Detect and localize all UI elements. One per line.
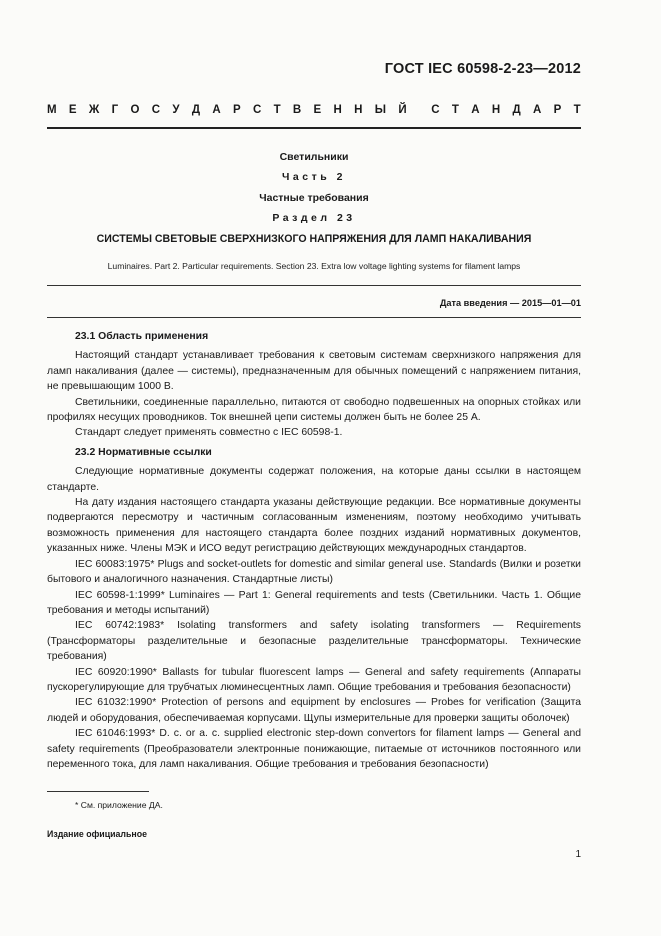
- paragraph: На дату издания настоящего стандарта указаны действующие редакции. Все нормативные документы подвергаются пересмотру и частичным согласованным изменениям, поэтому необходимо учитывать возможность применения для настоящего стандарта более поздних изданий нормативных документов, указанных ниже. Члены МЭК и ИСО ведут регистрацию действующих международных стандартов.: [47, 497, 581, 555]
- section-heading: 23.2 Нормативные ссылки: [75, 446, 212, 458]
- title-letter: О: [130, 104, 140, 116]
- page-number: 1: [575, 849, 581, 860]
- title-letter: С: [252, 104, 262, 116]
- paragraph: Стандарт следует применять совместно с IEC 60598-1.: [75, 427, 343, 439]
- title-letter: Н: [333, 104, 342, 116]
- title-letter: Ы: [374, 104, 387, 116]
- title-letter: Т: [573, 104, 581, 116]
- gost-number: ГОСТ IEC 60598-2-23—2012: [384, 61, 581, 77]
- date-divider: [47, 317, 581, 318]
- reference-item: IEC 60083:1975* Plugs and socket-outlets for domestic and similar general use. Standards (Вилки и розетки бытового и аналогичного назначения. Стандартные листы): [47, 558, 581, 586]
- title-letter: Е: [313, 104, 322, 116]
- title-letter: М: [47, 104, 57, 116]
- reference-item: IEC 60598-1:1999* Luminaires — Part 1: General requirements and tests (Светильники. Часть 1. Общие требования и методы испытаний): [47, 589, 581, 616]
- header-divider: [47, 127, 581, 129]
- title-letter: Т: [273, 104, 281, 116]
- reference-item: IEC 61046:1993* D. c. or a. c. supplied electronic step-down convertors for filament lamps — General and safety requirements (Преобразователи электронные понижающие, питаемые от источников постоянного или переменного тока, для ламп накаливания. Общие требования и требования безопасности): [47, 728, 581, 770]
- title-line-5: СИСТЕМЫ СВЕТОВЫЕ СВЕРХНИЗКОГО НАПРЯЖЕНИЯ ДЛЯ ЛАМП НАКАЛИВАНИЯ: [96, 233, 532, 245]
- title-letter: Р: [553, 104, 562, 116]
- title-line-2: Часть 2: [282, 171, 346, 183]
- title-letter: Й: [398, 104, 407, 116]
- footnote: * См. приложение ДА.: [75, 800, 163, 810]
- document-body: [47, 329, 581, 772]
- title-letter: С: [431, 104, 440, 116]
- title-letter: Р: [232, 104, 241, 116]
- paragraph: Следующие нормативные документы содержат положения, на которые даны ссылки в настоящем стандарте.: [47, 466, 581, 493]
- title-line-3: Частные требования: [259, 192, 369, 204]
- title-letter: Г: [111, 104, 119, 116]
- edition-label: Издание официальное: [47, 829, 147, 839]
- effective-date: Дата введения — 2015—01—01: [439, 298, 581, 308]
- title-line-1: Светильники: [279, 151, 349, 163]
- reference-item: IEC 60920:1990* Ballasts for tubular fluorescent lamps — General and safety requirements (Аппараты пускорегулирующие для трубчатых люминесцентных ламп. Общие требования и требования безопасности): [47, 666, 581, 693]
- title-letter: А: [212, 104, 221, 116]
- title-letter: А: [471, 104, 480, 116]
- footnote-divider: [47, 791, 149, 792]
- title-letter: Д: [512, 104, 521, 116]
- title-letter: А: [532, 104, 542, 116]
- title-letter: Д: [191, 104, 201, 116]
- title-letter: С: [151, 104, 161, 116]
- standard-type-title: [47, 104, 581, 116]
- title-letter: Н: [354, 104, 363, 116]
- title-letter: Е: [68, 104, 77, 116]
- title-letter: Т: [451, 104, 459, 116]
- reference-item: IEC 61032:1990* Protection of persons and equipment by enclosures — Probes for verification (Защита людей и оборудования, обеспечиваемая корпусами. Щупы измерительные для проверки защиты оболочек): [47, 697, 581, 724]
- title-divider: [47, 285, 581, 286]
- reference-item: IEC 60742:1983* Isolating transformers and safety isolating transformers — Requirements (Трансформаторы разделительные и безопасные разделительные трансформаторы. Технические требования): [47, 620, 581, 663]
- title-line-4: Раздел 23: [272, 212, 356, 224]
- paragraph: Настоящий стандарт устанавливает требования к световым системам сверхнизкого напряжения для ламп накаливания (далее — системы), предназначенным для обычных помещений с напряжением питания, не превышающим 1000 В.: [47, 350, 581, 393]
- title-letter: У: [172, 104, 180, 116]
- section-heading: 23.1 Область применения: [75, 331, 209, 342]
- title-letter: Ж: [88, 104, 100, 116]
- title-letter: Н: [491, 104, 501, 116]
- english-title: Luminaires. Part 2. Particular requirements. Section 23. Extra low voltage lighting systems for filament lamps: [107, 261, 521, 271]
- paragraph: Светильники, соединенные параллельно, питаются от свободно подвешенных на опорных стойках или профилях несущих проводников. Ток внешней цепи системы должен быть не более 25 А.: [47, 396, 581, 424]
- title-letter: В: [292, 104, 302, 116]
